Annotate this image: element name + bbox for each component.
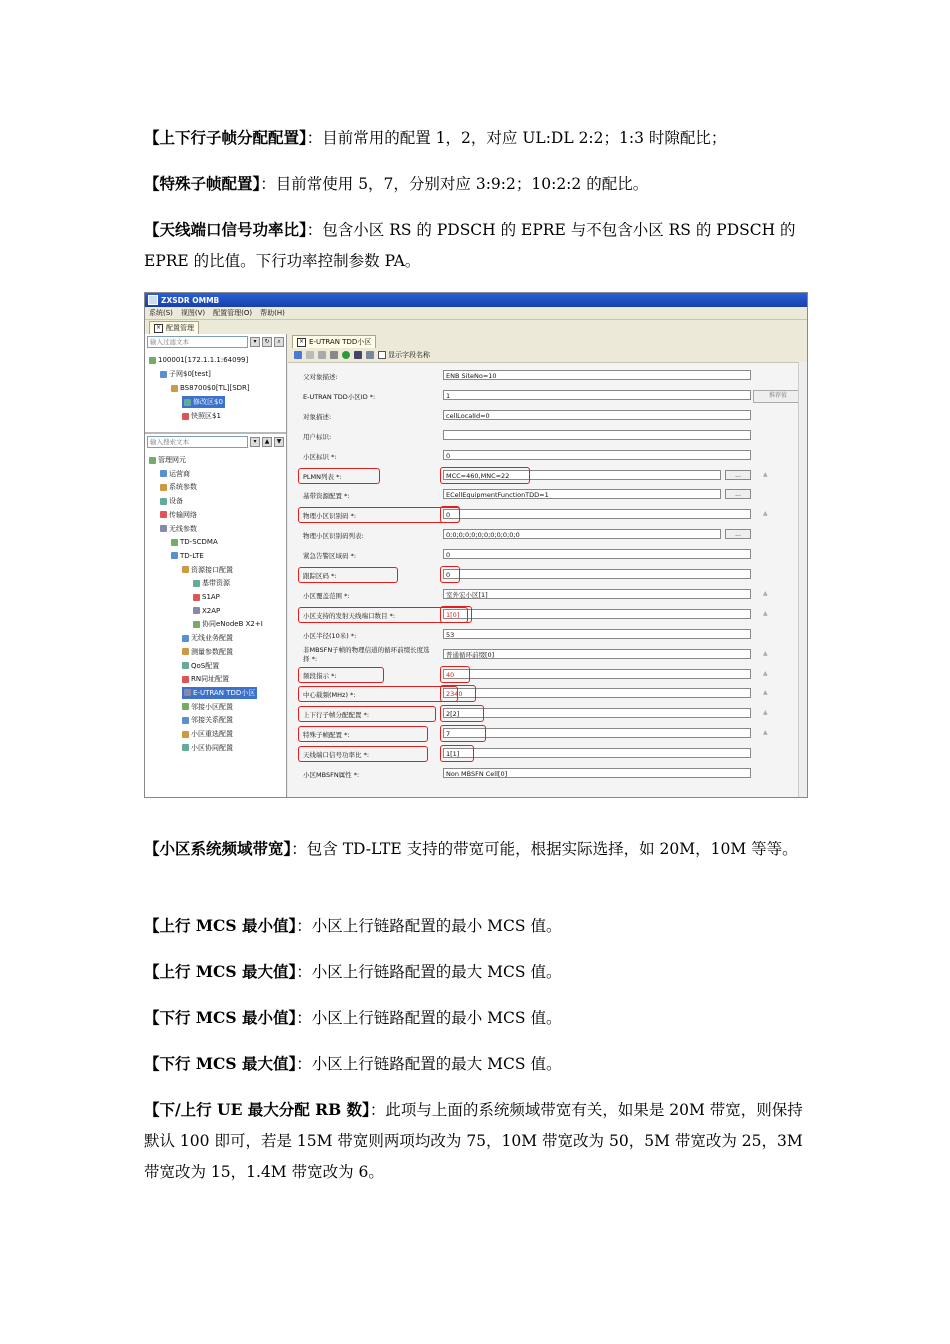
tree-node-label: 小区协同配置 bbox=[191, 743, 233, 752]
grid-icon[interactable] bbox=[366, 351, 374, 359]
node-icon bbox=[182, 662, 189, 669]
copy-icon[interactable] bbox=[330, 351, 338, 359]
search-input[interactable]: 输入搜索文本 bbox=[147, 436, 248, 448]
tree-node[interactable] bbox=[160, 509, 197, 521]
node-icon bbox=[160, 484, 167, 491]
tree-node[interactable] bbox=[182, 673, 229, 685]
config-tree bbox=[145, 450, 286, 790]
node-icon bbox=[182, 731, 189, 738]
field-value-input[interactable]: 0 bbox=[443, 569, 751, 579]
node-icon bbox=[171, 385, 178, 392]
menu-view[interactable]: 视图(V) bbox=[180, 309, 206, 317]
paragraph-bandwidth bbox=[144, 833, 808, 865]
field-label: 对象描述: bbox=[303, 412, 332, 421]
field-value-input[interactable]: 1[0] bbox=[443, 609, 751, 619]
browse-button[interactable]: ... bbox=[725, 470, 751, 480]
highlight-box bbox=[440, 705, 484, 722]
tree-node[interactable] bbox=[149, 354, 248, 366]
field-value-input[interactable]: ECellEquipmentFunctionTDD=1 bbox=[443, 489, 721, 499]
form-row bbox=[288, 586, 808, 606]
tree-node-label: E-UTRAN TDD小区 bbox=[193, 688, 256, 697]
form-row bbox=[288, 705, 808, 725]
tab-label: 配置管理 bbox=[166, 324, 194, 332]
tree-node[interactable] bbox=[171, 536, 218, 548]
node-icon bbox=[171, 552, 178, 559]
node-icon bbox=[184, 689, 191, 696]
description: ：目前常使用 5，7，分别对应 3:9:2；10:2:2 的配比。 bbox=[260, 175, 649, 193]
field-label: 跟踪区码 *: bbox=[303, 572, 337, 580]
description: ：此项与上面的系统频域带宽有关，如果是 20M 带宽，则保持默认 100 即可，若是 15M 带宽则两项均改为 75，10M 带宽改为 50，5M 带宽改为 25，3M 带宽改为 15，1.4M 带宽改为 6。 bbox=[144, 1101, 803, 1181]
highlight-box bbox=[298, 726, 428, 742]
field-label: 小区标识 *: bbox=[303, 452, 337, 461]
highlight-box bbox=[440, 685, 476, 702]
node-icon bbox=[193, 607, 200, 614]
form-row bbox=[288, 447, 808, 467]
tab-label: E-UTRAN TDD小区 bbox=[309, 338, 372, 346]
window-titlebar bbox=[145, 293, 807, 307]
term: 【上行 MCS 最大值】 bbox=[144, 962, 297, 981]
field-label: 小区支持的发射天线端口数目 *: bbox=[303, 611, 396, 620]
paragraph-max-rb bbox=[144, 1094, 808, 1188]
field-label: 天线端口信号功率比 *: bbox=[303, 751, 370, 760]
refresh-icon[interactable]: ↻ bbox=[262, 337, 272, 347]
node-icon bbox=[149, 357, 156, 364]
field-label: 基带资源配置 *: bbox=[303, 492, 350, 501]
tree-node-label: S1AP bbox=[202, 593, 220, 601]
expand-arrow-icon[interactable]: ▲ bbox=[763, 589, 768, 597]
expand-arrow-icon[interactable]: ▲ bbox=[763, 709, 768, 717]
paragraph-antenna-power-ratio bbox=[144, 214, 808, 277]
node-icon bbox=[160, 470, 167, 477]
description: ：小区上行链路配置的最大 MCS 值。 bbox=[296, 963, 562, 981]
expand-arrow-icon[interactable]: ▲ bbox=[763, 729, 768, 737]
up-arrow-icon[interactable]: ▲ bbox=[262, 437, 272, 447]
field-label: 物理小区识别码列表: bbox=[303, 532, 364, 541]
show-field-name-checkbox[interactable] bbox=[378, 350, 430, 360]
term: 【天线端口信号功率比】 bbox=[144, 220, 307, 239]
save-icon[interactable] bbox=[318, 351, 326, 359]
tree-node-label: X2AP bbox=[202, 606, 221, 615]
term: 【下/上行 UE 最大分配 RB 数】 bbox=[144, 1100, 370, 1119]
tab-eutran-tdd-cell[interactable] bbox=[292, 335, 376, 348]
menu-config[interactable]: 配置管理(O) bbox=[213, 309, 253, 317]
tree-node-label: 传输网络 bbox=[169, 510, 197, 519]
field-value-input[interactable]: 0 bbox=[443, 549, 751, 559]
expand-arrow-icon[interactable]: ▲ bbox=[763, 470, 768, 478]
field-value-input[interactable]: 7 bbox=[443, 728, 751, 738]
checkbox-label: 显示字段名称 bbox=[388, 351, 430, 359]
node-icon bbox=[182, 703, 189, 710]
expand-arrow-icon[interactable]: ▲ bbox=[763, 609, 768, 617]
field-value-input[interactable]: 0;0;0;0;0;0;0;0;0;0;0;0 bbox=[443, 529, 721, 539]
tree-node-label: QoS配置 bbox=[191, 661, 220, 670]
tree-node[interactable] bbox=[193, 577, 230, 589]
node-icon bbox=[182, 566, 189, 573]
term: 【下行 MCS 最小值】 bbox=[144, 1008, 297, 1027]
tree-node-label: 无线参数 bbox=[169, 524, 197, 533]
field-value-input[interactable]: 2340 bbox=[443, 688, 751, 698]
node-icon bbox=[193, 594, 200, 601]
tree-node[interactable] bbox=[160, 523, 197, 535]
form-row bbox=[288, 626, 808, 646]
field-label: 非MBSFN子帧的物理信道的循环前缀长度选择 *: bbox=[303, 645, 430, 663]
embedded-screenshot bbox=[144, 292, 808, 798]
tree-node[interactable] bbox=[182, 742, 233, 754]
node-icon bbox=[160, 498, 167, 505]
form-row bbox=[288, 486, 808, 506]
tree-node[interactable] bbox=[160, 368, 211, 380]
tree-node[interactable] bbox=[182, 646, 233, 658]
tree-node[interactable] bbox=[182, 564, 233, 576]
field-value-input[interactable]: Non MBSFN Cell[0] bbox=[443, 768, 751, 778]
tree-node[interactable] bbox=[182, 410, 221, 422]
paragraph-special-subframe bbox=[144, 168, 808, 200]
highlight-box bbox=[440, 745, 474, 762]
tree-node[interactable] bbox=[149, 454, 186, 466]
field-value-input[interactable]: 53 bbox=[443, 629, 751, 639]
description: ：目前常用的配置 1，2，对应 UL:DL 2:2；1:3 时隙配比； bbox=[306, 129, 727, 147]
field-label: 中心载频(MHz) *: bbox=[303, 691, 356, 700]
field-value-input[interactable]: 室外宏小区[1] bbox=[443, 589, 751, 599]
node-icon bbox=[149, 457, 156, 464]
field-label: 父对象描述: bbox=[303, 373, 338, 381]
browse-button[interactable]: ... bbox=[725, 529, 751, 539]
paragraph-ul-mcs-min bbox=[144, 910, 808, 942]
tree-node[interactable] bbox=[193, 591, 220, 603]
paragraph-dl-mcs-min bbox=[144, 1002, 808, 1034]
field-label: 小区半径(10米) *: bbox=[303, 631, 357, 640]
form-row bbox=[288, 666, 808, 686]
tree-node[interactable] bbox=[182, 687, 257, 699]
term: 【上行 MCS 最小值】 bbox=[144, 916, 297, 935]
left-navigation-pane bbox=[145, 334, 287, 798]
form-row bbox=[288, 765, 808, 785]
dropdown-icon[interactable]: ▾ bbox=[250, 337, 260, 347]
node-icon bbox=[193, 621, 200, 628]
highlight-box bbox=[298, 567, 398, 583]
form-row bbox=[288, 566, 808, 586]
tree-node-label: 系统参数 bbox=[169, 483, 197, 492]
tree-node[interactable] bbox=[182, 660, 219, 672]
refresh-icon[interactable] bbox=[342, 351, 350, 359]
node-icon bbox=[182, 744, 189, 751]
tree-node[interactable] bbox=[171, 550, 204, 562]
tree-node-label: 测量参数配置 bbox=[191, 647, 233, 656]
right-config-pane bbox=[288, 334, 807, 798]
tree-node-label: 邻接关系配置 bbox=[191, 716, 233, 725]
description: ：小区上行链路配置的最小 MCS 值。 bbox=[296, 1009, 562, 1027]
highlight-box bbox=[298, 468, 380, 484]
description: ：小区上行链路配置的最小 MCS 值。 bbox=[296, 917, 562, 935]
node-icon bbox=[182, 648, 189, 655]
close-icon[interactable]: × bbox=[298, 337, 305, 345]
app-icon bbox=[148, 295, 158, 305]
down-arrow-icon[interactable]: ▼ bbox=[274, 437, 284, 447]
field-label: 上下行子帧分配配置 *: bbox=[303, 711, 370, 720]
highlight-box bbox=[298, 667, 384, 683]
paragraph-ul-mcs-max bbox=[144, 956, 808, 988]
vertical-scrollbar[interactable] bbox=[798, 362, 807, 798]
tree-node-label: 资源接口配置 bbox=[191, 565, 233, 574]
tree-node[interactable] bbox=[182, 632, 233, 644]
field-value-input[interactable]: 40 bbox=[443, 669, 751, 679]
highlight-box bbox=[440, 725, 486, 742]
tree-node[interactable] bbox=[171, 382, 250, 394]
tree-node[interactable] bbox=[160, 481, 197, 493]
field-label: 特殊子帧配置 *: bbox=[303, 731, 350, 740]
tree-node-label: TD-SCDMA bbox=[180, 538, 218, 547]
main-tab-row bbox=[145, 320, 807, 334]
highlight-box bbox=[440, 606, 472, 623]
expand-arrow-icon[interactable]: ▲ bbox=[763, 510, 768, 518]
node-icon bbox=[184, 399, 191, 406]
field-value-input[interactable]: 普通循环前缀[0] bbox=[443, 649, 751, 659]
description: ：小区上行链路配置的最大 MCS 值。 bbox=[296, 1055, 562, 1073]
field-value-input[interactable]: ENB SiteNo=10 bbox=[443, 370, 751, 380]
field-value-input[interactable]: MCC=460,MNC=22 bbox=[443, 470, 721, 480]
field-value-input[interactable]: 0 bbox=[443, 450, 751, 460]
term: 【下行 MCS 最大值】 bbox=[144, 1054, 297, 1073]
field-label: 频段指示 *: bbox=[303, 671, 337, 680]
tree-node-label: TD-LTE bbox=[180, 551, 204, 560]
tree-node[interactable] bbox=[182, 701, 233, 713]
form-row bbox=[288, 725, 808, 745]
field-value-input[interactable] bbox=[443, 430, 751, 440]
binoculars-icon[interactable] bbox=[354, 351, 362, 359]
dropdown-icon[interactable]: ▾ bbox=[250, 437, 260, 447]
close-icon[interactable]: × bbox=[155, 323, 162, 331]
tree-node-label: RN同址配置 bbox=[191, 675, 230, 684]
form-row bbox=[288, 387, 808, 407]
tree-node-label: 基带资源 bbox=[202, 579, 230, 588]
node-icon bbox=[160, 371, 167, 378]
node-icon bbox=[182, 635, 189, 642]
edit-icon[interactable] bbox=[294, 351, 302, 359]
form-row bbox=[288, 526, 808, 546]
toolbar bbox=[288, 348, 807, 363]
tree-node-label: 无线业务配置 bbox=[191, 634, 233, 643]
description: ：包含 TD-LTE 支持的带宽可能，根据实际选择，如 20M，10M 等等。 bbox=[291, 840, 798, 858]
highlight-box bbox=[440, 666, 470, 683]
tree-node[interactable] bbox=[193, 618, 263, 630]
highlight-box bbox=[298, 686, 458, 702]
checkbox-icon[interactable] bbox=[378, 351, 386, 359]
highlight-box bbox=[298, 507, 460, 523]
tree-node[interactable] bbox=[160, 468, 190, 480]
node-icon bbox=[182, 676, 189, 683]
field-value-input[interactable]: 1 bbox=[443, 390, 751, 400]
form-row bbox=[288, 646, 808, 666]
tree-node-label: BS8700$0[TL][SDR] bbox=[180, 384, 250, 392]
menu-bar bbox=[145, 307, 807, 320]
term: 【小区系统频域带宽】 bbox=[144, 839, 292, 858]
tree-node[interactable] bbox=[182, 728, 233, 740]
tab-config-management[interactable] bbox=[149, 321, 199, 334]
node-icon bbox=[160, 525, 167, 532]
node-icon bbox=[193, 580, 200, 587]
tree-node[interactable] bbox=[193, 605, 220, 617]
form-row bbox=[288, 685, 808, 705]
term: 【特殊子帧配置】 bbox=[144, 174, 261, 193]
window-title: ZXSDR OMMB bbox=[161, 295, 220, 305]
form-row bbox=[288, 367, 808, 387]
tree-node-label: 子网$0[test] bbox=[169, 370, 211, 378]
search-bar bbox=[147, 436, 284, 448]
tree-node-label: 设备 bbox=[169, 497, 183, 506]
tree-node-label: 修改区$0 bbox=[193, 398, 223, 406]
field-label: PLMN列表 *: bbox=[303, 472, 342, 481]
field-label: 用户标识: bbox=[303, 432, 332, 441]
tree-node-label: 100001[172.1.1.1:64099] bbox=[158, 356, 249, 364]
highlight-box bbox=[440, 566, 460, 583]
paragraph-dl-mcs-max bbox=[144, 1048, 808, 1080]
tree-node[interactable] bbox=[182, 714, 233, 726]
form-row bbox=[288, 427, 808, 447]
tree-node[interactable] bbox=[182, 396, 225, 408]
form-row bbox=[288, 745, 808, 765]
node-icon bbox=[182, 413, 189, 420]
right-tab-row bbox=[288, 334, 807, 348]
field-label: 物理小区识别码 *: bbox=[303, 512, 357, 521]
menu-system[interactable]: 系统(S) bbox=[149, 309, 173, 317]
term: 【上下行子帧分配配置】 bbox=[144, 128, 307, 147]
undo-icon[interactable] bbox=[306, 351, 314, 359]
highlight-box bbox=[440, 467, 530, 484]
form-row bbox=[288, 467, 808, 487]
tree-node-label: 小区重选配置 bbox=[191, 730, 233, 738]
field-value-input[interactable]: 1[1] bbox=[443, 748, 751, 758]
tree-node-label: 协同eNodeB X2+I bbox=[202, 620, 263, 629]
tree-node-label: 快照区$1 bbox=[191, 412, 221, 420]
field-value-input[interactable]: cellLocalId=0 bbox=[443, 410, 751, 420]
form-row bbox=[288, 546, 808, 566]
field-label: E-UTRAN TDD小区ID *: bbox=[303, 392, 376, 401]
form-row bbox=[288, 506, 808, 526]
tree-node-label: 管理网元 bbox=[158, 456, 186, 464]
form-row bbox=[288, 407, 808, 427]
node-icon bbox=[182, 717, 189, 724]
description: ：包含小区 RS 的 PDSCH 的 EPRE 与不包含小区 RS 的 PDSCH 的 EPRE 的比值。下行功率控制参数 PA。 bbox=[144, 221, 796, 270]
expand-arrow-icon[interactable]: ▲ bbox=[763, 649, 768, 657]
paragraph-ul-dl-config bbox=[144, 122, 808, 154]
expand-arrow-icon[interactable]: ▲ bbox=[763, 669, 768, 677]
field-value-input[interactable]: 0 bbox=[443, 509, 751, 519]
node-icon bbox=[171, 539, 178, 546]
filter-bar bbox=[147, 336, 284, 348]
expand-arrow-icon[interactable]: ▲ bbox=[763, 689, 768, 697]
menu-help[interactable]: 帮助(H) bbox=[260, 309, 285, 317]
field-label: 紧急告警区域码 *: bbox=[303, 552, 357, 561]
highlight-box bbox=[440, 506, 460, 523]
highlight-box bbox=[298, 706, 436, 722]
field-label: 小区MBSFN属性 *: bbox=[303, 771, 360, 779]
browse-button[interactable]: ... bbox=[725, 489, 751, 499]
tree-node-label: 运营商 bbox=[169, 469, 190, 478]
node-icon bbox=[160, 511, 167, 518]
field-label: 小区覆盖范围 *: bbox=[303, 591, 350, 600]
tree-node-label: 邻接小区配置 bbox=[191, 702, 233, 711]
tree-node[interactable] bbox=[160, 495, 183, 507]
filter-input[interactable]: 输入过滤文本 bbox=[147, 336, 248, 348]
network-tree bbox=[145, 350, 286, 434]
search-icon[interactable]: ⌕ bbox=[274, 337, 284, 347]
field-value-input[interactable]: 2[2] bbox=[443, 708, 751, 718]
highlight-box bbox=[298, 746, 428, 762]
form-row bbox=[288, 606, 808, 626]
recommend-value-button[interactable]: 推荐值 bbox=[753, 390, 803, 403]
